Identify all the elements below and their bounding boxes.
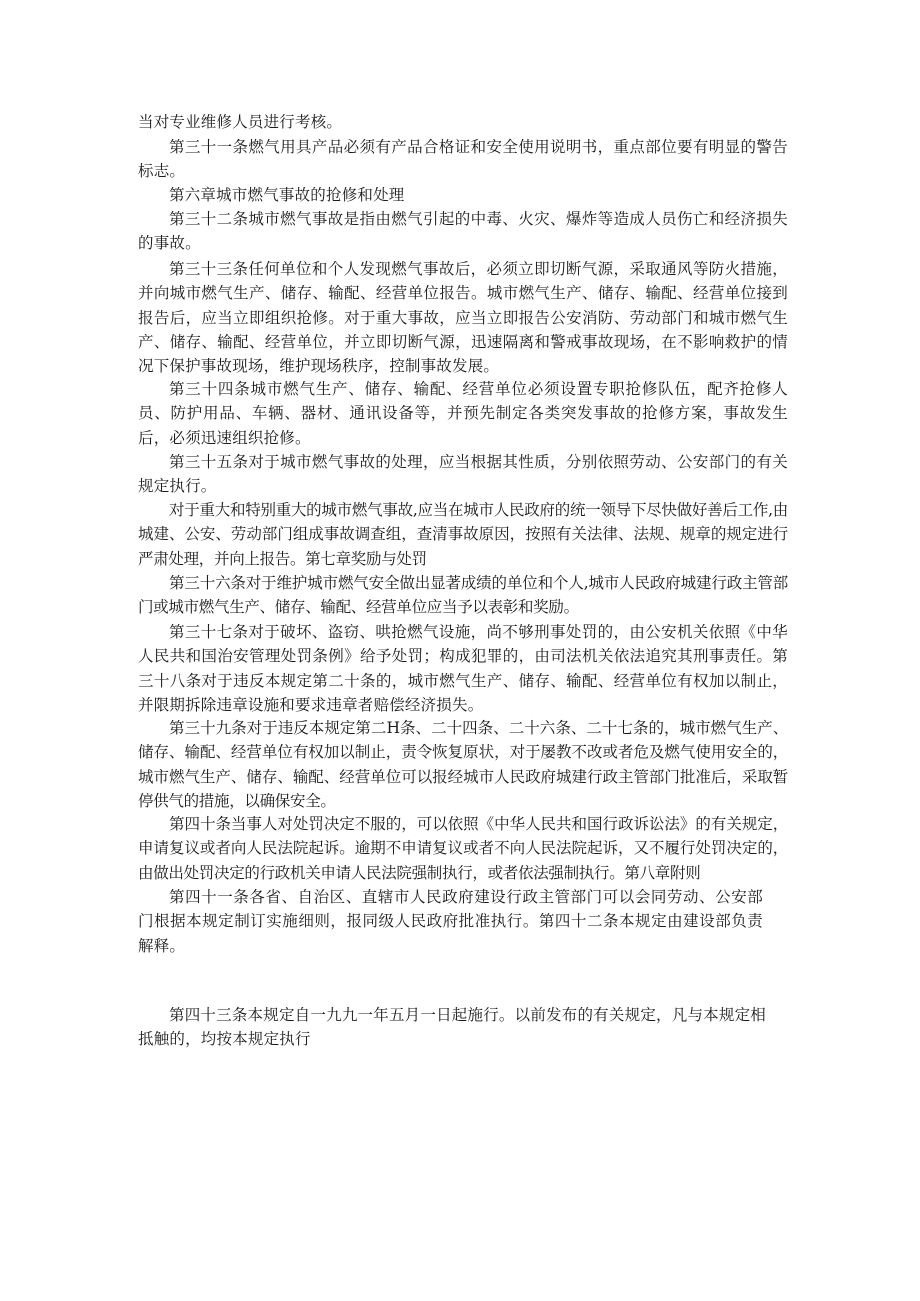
article-37-38: 第三十七条对于破坏、盗窃、哄抢燃气设施，尚不够刑事处罚的，由公安机关依照《中华人民共和国治安管理处罚条例》给予处罚；构成犯罪的，由司法机关依法追究其刑事责任。第三十八条对于违反本规定第二十条的，城市燃气生产、储存、输配、经营单位有权加以制止，并限期拆除违章设施和要求违章者赔偿经济损失。 [138,623,788,714]
article-40: 第四十条当事人对处罚决定不服的，可以依照《中华人民共和国行政诉讼法》的有关规定，申请复议或者向人民法院起诉。逾期不申请复议或者不向人民法院起诉，又不履行处罚决定的，由做出处罚决定的行政机关申请人民法院强制执行，或者依法强制执行。第八章附则 [138,815,788,882]
article-43: 第四十三条本规定自一九九一年五月一日起施行。以前发布的有关规定，凡与本规定相抵触的，均按本规定执行 [138,1006,766,1049]
article-36: 第三十六条对于维护城市燃气安全做出显著成绩的单位和个人,城市人民政府城建行政主管部门或城市燃气生产、储存、输配、经营单位应当予以表彰和奖励。 [138,574,788,617]
article-33: 第三十三条任何单位和个人发现燃气事故后，必须立即切断气源，采取通风等防火措施，并向城市燃气生产、储存、输配、经营单位报告。城市燃气生产、储存、输配、经营单位接到报告后，应当立即组织抢修。对于重大事故，应当立即报告公安消防、劳动部门和城市燃气生产、储存、输配、经营单位，并立即切断气源，迅速隔离和警戒事故现场，在不影响救护的情况下保护事故现场，维护现场秩序，控制事故发展。 [138,260,788,376]
article-31: 第三十一条燃气用具产品必须有产品合格证和安全使用说明书，重点部位要有明显的警告标志。 [138,138,788,181]
article-41-42: 第四十一条各省、自治区、直辖市人民政府建设行政主管部门可以会同劳动、公安部门根据本规定制订实施细则，报同级人民政府批准执行。第四十二条本规定由建设部负责解释。 [138,888,763,955]
paragraph-continuation: 当对专业维修人员进行考核。 [138,113,343,131]
article-34: 第三十四条城市燃气生产、储存、输配、经营单位必须设置专职抢修队伍，配齐抢修人员、防护用品、车辆、器材、通讯设备等，并预先制定各类突发事故的抢修方案，事故发生后，必须迅速组织抢修。 [138,380,788,447]
article-32: 第三十二条城市燃气事故是指由燃气引起的中毒、火灾、爆炸等造成人员伤亡和经济损失的事故。 [138,210,788,253]
article-35-supplement: 对于重大和特别重大的城市燃气事故,应当在城市人民政府的统一领导下尽快做好善后工作,由城建、公安、劳动部门组成事故调查组，查清事故原因，按照有关法律、法规、规章的规定进行严肃处理，并向上报告。第七章奖励与处罚 [138,501,788,568]
chapter-6-heading: 第六章城市燃气事故的抢修和处理 [169,186,405,204]
article-35: 第三十五条对于城市燃气事故的处理，应当根据其性质，分别依照劳动、公安部门的有关规定执行。 [138,453,788,496]
article-39: 第三十九条对于违反本规定第二H条、二十四条、二十六条、二十七条的，城市燃气生产、储存、输配、经营单位有权加以制止，责令恢复原状，对于屡教不改或者危及燃气使用安全的，城市燃气生产、储存、输配、经营单位可以报经城市人民政府城建行政主管部门批准后，采取暂停供气的措施，以确保安全。 [138,719,788,810]
